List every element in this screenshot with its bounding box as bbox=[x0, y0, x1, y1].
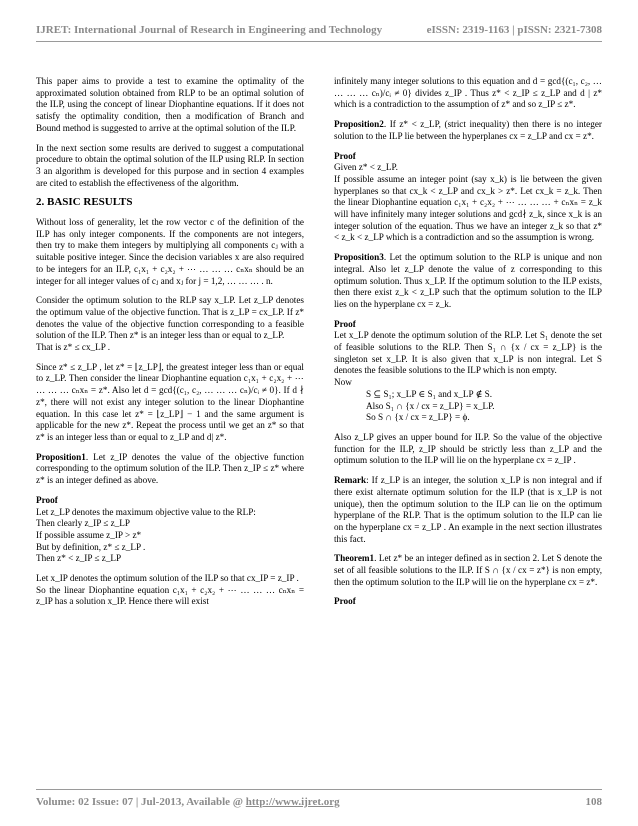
theorem-1-label: Theorem1 bbox=[334, 553, 375, 564]
intro-paragraph-1: This paper aims to provide a test to examine the optimality of the approximated solution obtained from RLP to be an optimal solution of the ILP, using the concept of linear Diophantine equations. If it does not satisfy the optimality condition, then a modification of Branch and Bound method is suggested to arrive at the optimal solution of the ILP. bbox=[36, 76, 304, 133]
paragraph-linear-diophantine: So the linear Diophantine equation c₁x₁ + c₂x₂ + ⋯ … … … cₙxₙ = z_IP has a solution x_IP. Hence there will exist bbox=[36, 584, 304, 607]
theorem-1 bbox=[334, 553, 602, 588]
right-column bbox=[334, 76, 602, 782]
proposition-3-text: . Let the optimum solution to the RLP is unique and non integral. Also let z_LP denote the value of z corresponding to this optimum solution. Thus x_LP. If the optimum solution to the ILP exists, then there exist z_k < z_LP such that the optimum solution to the ILP lies on the hyperplane cx = z_k. bbox=[334, 252, 602, 309]
journal-title: IJRET: International Journal of Research in Engineering and Technology bbox=[36, 24, 383, 36]
set-relation-line: S ⊆ S₁; x_LP ∈ S₁ and x_LP ∉ S. bbox=[366, 388, 493, 399]
issn: eISSN: 2319-1163 | pISSN: 2321-7308 bbox=[426, 24, 602, 36]
footer-volume-text: Volume: 02 Issue: 07 | Jul-2013, Available @ bbox=[36, 796, 244, 808]
page-number: 108 bbox=[585, 796, 602, 808]
remark bbox=[334, 475, 602, 545]
paragraph-diophantine: Since z* ≤ z_LP , let z* = ⌊z_LP⌋, the greatest integer less than or equal to z_LP. Then consider the linear Diophantine equation c₁x₁ + c₂x₂ + ⋯ … … … cₙxₙ = z*. Also let d = gcd{(c₁, c₂, … … … cₙ)/cᵢ ≠ 0}. If d ∤ z*, there will not exist any integer solution to the linear Diophantine equation. In this case let z* = ⌊z_LP⌋ − 1 and the same argument is applicable for the new z*. Repeat the process until we get an z* so that z* is an integer less than or equal to z_LP and d| z*. bbox=[36, 361, 304, 442]
proposition-2-text: . If z* < z_LP, (strict inequality) then there is no integer solution to the ILP lie between the hyperplanes cx = z_LP and cx = z*. bbox=[334, 119, 602, 141]
proof-3-label: Proof bbox=[334, 318, 356, 329]
footer-volume bbox=[36, 796, 340, 808]
proof-1-label: Proof bbox=[36, 494, 58, 505]
proof-theorem-label: Proof bbox=[334, 596, 356, 607]
proposition-2 bbox=[334, 119, 602, 142]
footer-rule bbox=[36, 789, 602, 790]
remark-text: : If z_LP is an integer, the solution x_LP is non integral and if there exist alternate optimum solution for the ILP (that is x_LP is not unique), then the optimum solution to the ILP can lie on the optimum hyperplane of the RLP. That is the optimum solution to the ILP can lie on the hyperplane cx = z_LP . An example in the next section illustrates this fact. bbox=[334, 475, 602, 544]
proof-2-body: If possible assume an integer point (say x_k) is lie between the given hyperplanes so that cx_k < z_LP and cx_k > z*. Let cx_k = z_k. Then the linear Diophantine equation c₁x₁ + c₂x₂ + ⋯ … … … + cₙxₙ = z_k will have infinitely many integer solutions and gcd∤ z_k, since x_k is an integer solution of the equation. Thus we have an integer z_k so that z* < z_k < z_LP which is a contradiction and so the assumption is wrong. bbox=[334, 173, 602, 243]
proof-3-now: Now bbox=[334, 377, 352, 388]
proposition-1-label: Proposition1 bbox=[36, 451, 86, 462]
proof-2-given: Given z* < z_LP. bbox=[334, 162, 398, 173]
proof-1-line: Then clearly z_IP ≤ z_LP bbox=[36, 518, 130, 529]
paragraph-continuation: infinitely many integer solutions to this equation and d = gcd{(c₁, c₂, … … … … cₙ)/cᵢ ≠ 0} divides z_IP . Thus z* < z_IP ≤ z_LP and d | z* which is a contradiction to the assumption of z* and so z_IP ≤ z*. bbox=[334, 76, 602, 110]
set-relation-line: So S ∩ {x / cx = z_LP} = ϕ. bbox=[366, 412, 470, 423]
proof-2-label: Proof bbox=[334, 150, 356, 161]
section-heading: 2. BASIC RESULTS bbox=[36, 196, 133, 209]
journal-link[interactable]: http://www.ijret.org bbox=[245, 796, 340, 808]
proposition-2-label: Proposition2 bbox=[334, 119, 384, 130]
header-rule bbox=[36, 41, 602, 42]
paragraph-inequality: That is z* ≤ cx_LP . bbox=[36, 342, 111, 353]
proof-1-line: Let z_LP denotes the maximum objective value to the RLP: bbox=[36, 506, 256, 517]
proof-1 bbox=[36, 495, 304, 565]
paragraph-upper-bound: Also z_LP gives an upper bound for ILP. So the value of the objective function for the ILP, z_IP should be strictly less than z_LP and the optimum solution to the ILP will lie on the hyperplane cx = z_IP . bbox=[334, 431, 602, 466]
proposition-1 bbox=[36, 452, 304, 487]
set-relation-line: Also S₁ ∩ {x / cx = z_LP} = x_LP. bbox=[366, 400, 495, 411]
remark-label: Remark bbox=[334, 475, 367, 486]
proposition-3 bbox=[334, 252, 602, 311]
running-header bbox=[36, 10, 602, 36]
paragraph-optimum-ilp: Let x_IP denotes the optimum solution of the ILP so that cx_IP = z_IP . bbox=[36, 573, 299, 584]
running-footer bbox=[36, 796, 602, 808]
proof-1-line: But by definition, z* ≤ z_LP . bbox=[36, 541, 146, 552]
theorem-1-text: . Let z* be an integer defined as in section 2. Let S denote the set of all feasible solutions to the ILP. If S ∩ {x / cx = z*} is non empty, then the optimum solution to the ILP will lie on the hyperplane cx = z*. bbox=[334, 553, 602, 587]
left-column bbox=[36, 76, 304, 782]
proposition-1-text: . Let z_IP denotes the value of the objective function corresponding to the optimum solution of the ILP. Then z_IP ≤ z* where z* is an integer defined as above. bbox=[36, 451, 304, 486]
intro-paragraph-2: In the next section some results are derived to suggest a computational procedure to obtain the optimal solution of the ILP using RLP. In section 3 an algorithm is developed for this purpose and in section 4 examples are cited to establish the effectiveness of the algorithm. bbox=[36, 142, 304, 188]
paragraph-optimum-rlp: Consider the optimum solution to the RLP say x_LP. Let z_LP denotes the optimum value of the objective function. That is z_LP = cx_LP. If z* denotes the value of the objective function corresponding to a feasible solution of the ILP. Then z* is an integer less than or equal to z_LP. bbox=[36, 295, 304, 341]
proposition-3-label: Proposition3 bbox=[334, 252, 384, 263]
paragraph-integer-components: Without loss of generality, let the row vector c of the definition of the ILP has only integer components. If the components are not integers, then try to make them integers by multiplying all components cⱼ with a suitable positive integer. Since the decision variables x are also required to be integers for an ILP, c₁x₁ + c₂x₂ + ⋯ … … … cₙxₙ should be an integer for all integer values of cⱼ and xⱼ for j = 1,2, … … … . n. bbox=[36, 217, 304, 286]
proof-3-body: Let x_LP denote the optimum solution of the RLP. Let S₁ denote the set of feasible solutions to the RLP. Then S₁ ∩ {x / cx = z_LP} is the singleton set x_LP. It is also given that x_LP is non integral. Let S denotes the feasible solutions to the ILP which is non empty. bbox=[334, 330, 602, 376]
proof-1-line: If possible assume z_IP > z* bbox=[36, 529, 142, 540]
proof-1-line: Then z* < z_IP ≤ z_LP bbox=[36, 553, 122, 564]
